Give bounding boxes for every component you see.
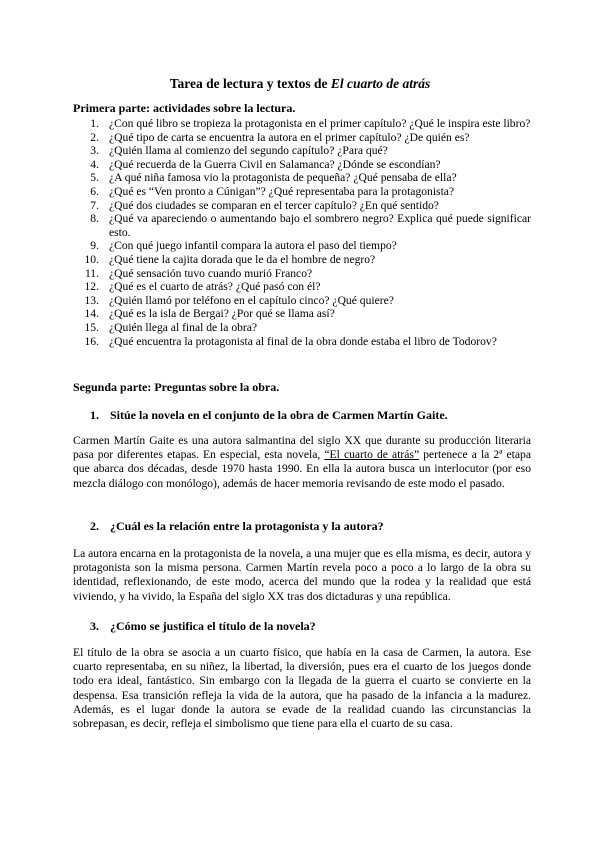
section-3-heading [90,619,316,633]
item-number: 14. [84,307,99,321]
paragraph-text: Carmen Martín Gaite es una autora salmantina del siglo XX que durante su producción literaria pasa por diferentes etapas. En especial, esta novela, [73,434,531,462]
item-text: ¿Qué tiene la cajita dorada que le da el hombre de negro? [109,252,376,266]
section-title: ¿Cómo se justifica el título de la novela? [110,619,316,633]
section-1-paragraph [73,434,531,491]
list-item [73,158,531,172]
item-number: 6. [90,184,99,198]
page-title [0,76,600,92]
title-book: El cuarto de atrás [330,76,431,91]
section-title: ¿Cuál es la relación entre la protagonista y la autora? [110,519,384,533]
item-text: ¿Qué es la isla de Bergai? ¿Por qué se llama así? [109,307,335,321]
item-number: 11. [84,266,99,280]
list-item [73,212,531,239]
book-title-link: “El cuarto de atrás” [324,448,420,462]
item-number: 16. [84,334,99,348]
item-text: ¿Qué sensación tuvo cuando murió Franco? [109,266,313,280]
item-number: 7. [90,198,99,212]
item-number: 10. [84,252,99,266]
list-item [73,307,531,321]
item-text: ¿Quién llama al comienzo del segundo capítulo? ¿Para qué? [109,144,388,158]
item-text: ¿Con qué libro se tropieza la protagonista en el primer capítulo? ¿Qué le inspira este libro? [109,117,531,130]
list-item [73,239,531,253]
title-prefix: Tarea de lectura y textos de [169,76,331,91]
item-text: ¿Quién llamó por teléfono en el capítulo cinco? ¿Qué quiere? [109,293,394,307]
item-text: ¿Qué es el cuarto de atrás? ¿Qué pasó con él? [109,280,321,294]
item-number: 12. [84,280,99,294]
item-number: 8. [90,212,99,226]
item-text: ¿Qué tipo de carta se encuentra la autora en el primer capítulo? ¿De quién es? [109,130,470,144]
section-3-paragraph: El título de la obra se asocia a un cuarto físico, que había en la casa de Carmen, la autora. Ese cuarto representaba, en su niñez, la libertad, la diversión, pues era el cuarto de los juegos donde todo era ideal, fantástico. Sin embargo con la llegada de la guerra el cuarto se convierte en la despensa. Esa transición refleja la vida de la autora, que ha pasado de la infancia a la madurez. Además, es el lugar donde la autora se evade de la realidad cuando las circunstancias la sobrepasan, es decir, refleja el simbolismo que tiene para ella el cuarto de su casa. [73,646,531,731]
item-number: 13. [84,293,99,307]
item-number: 15. [84,320,99,334]
item-text: ¿Qué dos ciudades se comparan en el tercer capítulo? ¿En qué sentido? [109,198,439,212]
list-item [73,185,531,199]
part2-heading: Segunda parte: Preguntas sobre la obra. [73,380,280,394]
item-text: ¿A qué niña famosa vio la protagonista de pequeña? ¿Qué pensaba de ella? [109,171,457,185]
item-text: ¿Qué va apareciendo o aumentando bajo el sombrero negro? Explica qué puede significar esto. [109,212,531,239]
list-item [73,199,531,213]
list-item [73,267,531,281]
item-number: 1. [90,117,99,130]
section-2-heading [90,519,384,533]
list-item [73,253,531,267]
list-item [73,321,531,335]
part1-heading: Primera parte: actividades sobre la lectura. [73,101,296,115]
item-number: 2. [90,130,99,144]
section-number: 2. [90,519,99,533]
paragraph-text: pertenece a la 2ª etapa que abarca dos décadas, desde 1970 hasta 1990. En ella la autora busca un interlocutor (por eso mezcla diálogo con monólogo), además de hacer memoria revisando de este modo el pasado. [73,448,531,490]
list-item [73,294,531,308]
list-item [73,117,531,131]
section-1-heading [90,408,448,422]
list-item [73,171,531,185]
list-item [73,280,531,294]
list-item [73,335,531,349]
item-text: ¿Con qué juego infantil compara la autora el paso del tiempo? [109,239,397,253]
item-number: 5. [90,171,99,185]
section-2-paragraph: La autora encarna en la protagonista de la novela, a una mujer que es ella misma, es decir, autora y protagonista son la misma persona. Carmen Martín revela poco a poco a lo largo de la obra su identidad, reflexionando, de este modo, acerca del mundo que la rodea y la realidad que está viviendo, y ha vivido, la España del siglo XX tras dos dictaduras y una república. [73,547,531,603]
item-text: ¿Qué recuerda de la Guerra Civil en Salamanca? ¿Dónde se escondían? [109,157,441,171]
section-title: Sitúe la novela en el conjunto de la obra de Carmen Martín Gaite. [110,408,448,422]
item-number: 4. [90,157,99,171]
item-number: 3. [90,144,99,158]
section-number: 1. [90,408,99,422]
item-text: ¿Quién llega al final de la obra? [109,320,258,334]
list-item [73,131,531,145]
question-list [73,117,531,348]
section-number: 3. [90,619,99,633]
item-text: ¿Qué es “Ven pronto a Cúnigan”? ¿Qué representaba para la protagonista? [109,184,455,198]
list-item [73,144,531,158]
item-text: ¿Qué encuentra la protagonista al final de la obra donde estaba el libro de Todorov? [109,334,497,348]
item-number: 9. [90,239,99,253]
